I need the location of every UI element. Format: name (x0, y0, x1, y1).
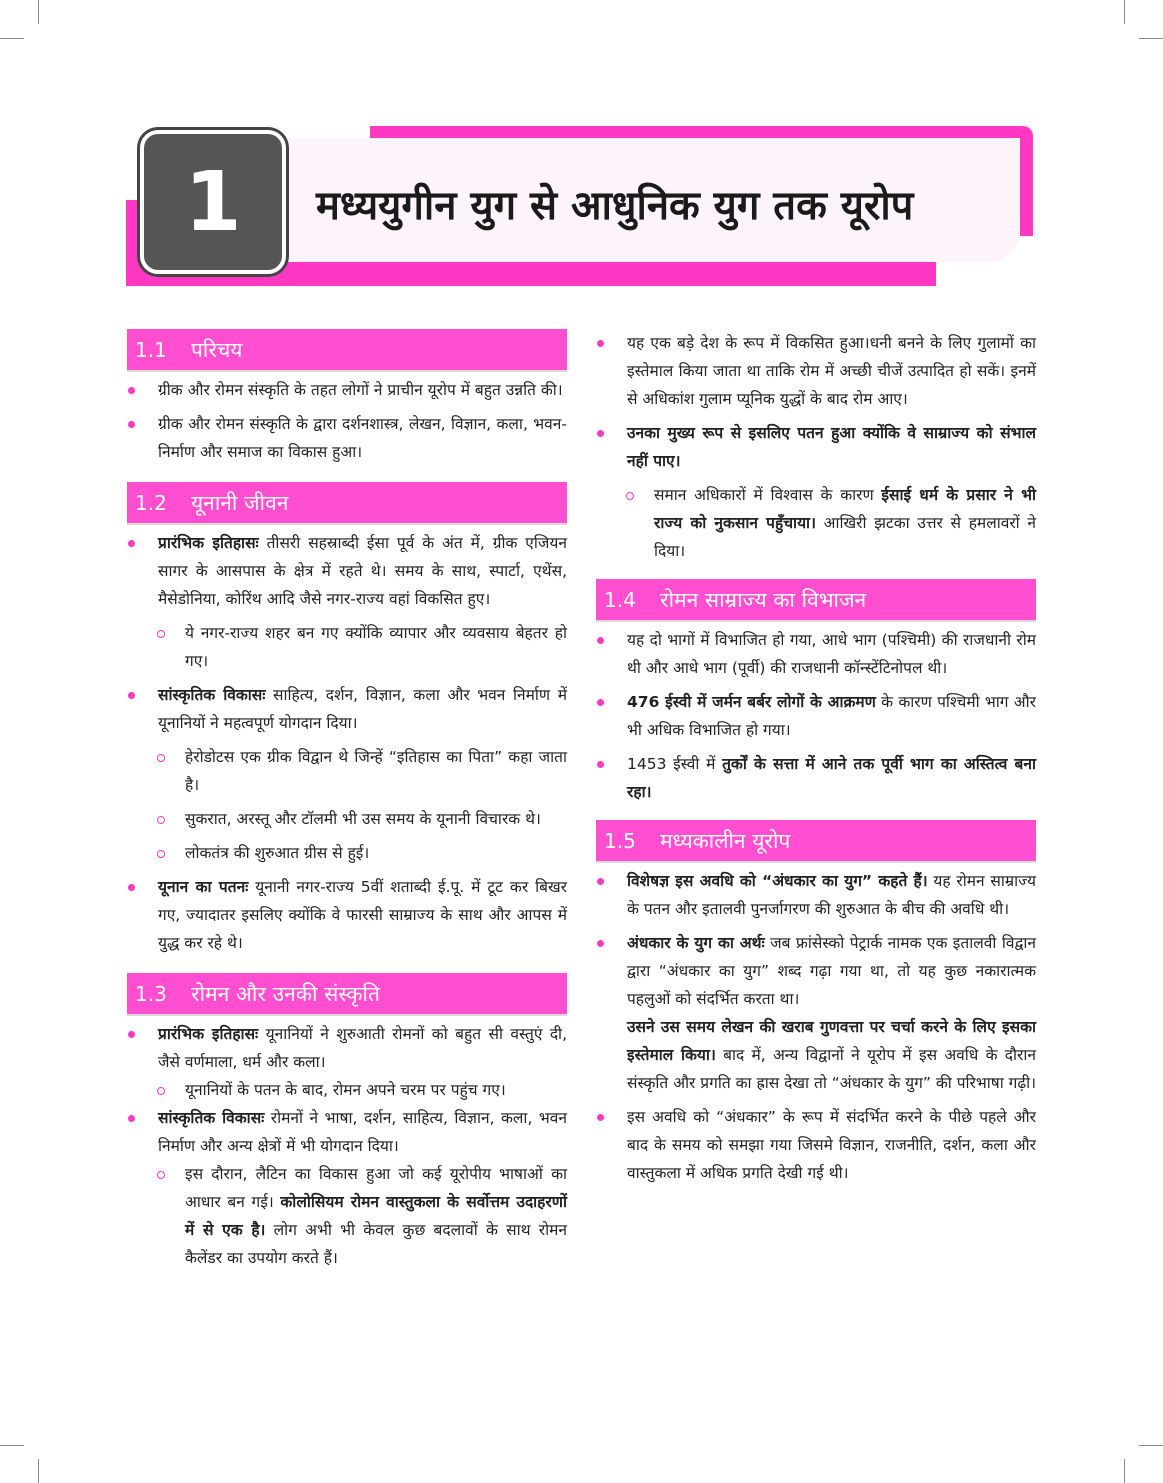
section-number: 1.3 (135, 981, 167, 1006)
crop-mark (0, 1445, 24, 1446)
bullet-lead: विशेषज्ञ इस अवधि को “अंधकार का युग” कहते हैं। (627, 872, 928, 890)
crop-mark (1124, 0, 1125, 24)
bullet-emphasis: कोलोसियम रोमन वास्तुकला के सर्वोत्तम उदाहरणों में से एक है। (185, 1193, 567, 1239)
bullet-text: इस दौरान, लैटिन का विकास हुआ जो कई यूरोपीय भाषाओं का आधार बन गई। (185, 1165, 567, 1211)
crop-mark (38, 1459, 39, 1483)
bullet-item: उनका मुख्य रूप से इसलिए पतन हुआ क्योंकि वे साम्राज्य को संभाल नहीं पाए। (596, 419, 1036, 475)
section-title: रोमन साम्राज्य का विभाजन (660, 587, 867, 612)
bullet-lead: अंधकार के युग का अर्थः (627, 934, 765, 952)
bullet-item: इस अवधि को “अंधकार” के रूप में संदर्भित करने के पीछे पहले और बाद के समय को समझा गया जिसमे विज्ञान, राजनीति, दर्शन, कला और वास्तुकला में अधिक प्रगति देखी गई थी। (596, 1103, 1036, 1187)
sub-bullet-item: लोकतंत्र की शुरुआत ग्रीस से हुई। (127, 839, 567, 867)
bullet-item (127, 1020, 567, 1076)
bullet-text: जब फ्रांसेस्को पेट्रार्क नामक एक इतालवी विद्वान द्वारा “अंधकार का युग” शब्द गढ़ा गया था, तो यह कुछ नकारात्मक पहलुओं को संदर्भित करता था। (627, 934, 1037, 1008)
crop-mark (1139, 38, 1163, 39)
bullet-item (596, 688, 1036, 744)
chapter-title: मध्ययुगीन युग से आधुनिक युग तक यूरोप (316, 183, 914, 229)
bullet-text: तीसरी सहस्राब्दी ईसा पूर्व के अंत में, ग्रीक एजियन सागर के आसपास के क्षेत्र में रहते थे। समय के साथ, स्पार्टा, एथेंस, मैसेडोनिया, कोरिंथ आदि जैसे नगर-राज्य वहां विकसित हुए। (158, 534, 567, 608)
bullet-item (596, 750, 1036, 806)
bullet-lead: यूनान का पतनः (158, 878, 249, 896)
section-title: परिचय (191, 337, 243, 362)
bullet-emphasis: तुर्कों के सत्ता में आने तक पूर्वी भाग का अस्तित्व बना रहा। (627, 755, 1036, 801)
bullet-text: यूनानी नगर-राज्य 5वीं शताब्दी ई.पू. में टूट कर बिखर गए, ज्यादातर इसलिए क्योंकि वे फारसी साम्राज्य के साथ और आपस में युद्ध कर रहे थे। (158, 878, 567, 952)
left-column (127, 329, 567, 1272)
bullet-lead: प्रारंभिक इतिहासः (158, 1025, 259, 1043)
section-heading (127, 482, 567, 523)
sub-bullet-item: सुकरात, अरस्तू और टॉलमी भी उस समय के यूनानी विचारक थे। (127, 805, 567, 833)
bullet-text: साहित्य, दर्शन, विज्ञान, कला और भवन निर्माण में यूनानियों ने महत्वपूर्ण योगदान दिया। (158, 686, 567, 732)
bullet-item (127, 681, 567, 737)
bullet-item (127, 873, 567, 957)
section-title: यूनानी जीवन (191, 490, 289, 515)
bullet-emphasis: ईसाई धर्म के प्रसार ने भी राज्य को नुकसान पहुँचाया। (654, 486, 1036, 532)
bullet-item (596, 867, 1036, 923)
bullet-lead: सांस्कृतिक विकासः (158, 1109, 265, 1127)
bullet-text: समान अधिकारों में विश्वास के कारण (654, 486, 882, 504)
sub-bullet-item: यूनानियों के पतन के बाद, रोमन अपने चरम पर पहुंच गए। (127, 1076, 567, 1104)
chapter-number: 1 (140, 130, 286, 274)
bullet-text: के कारण पश्चिमी भाग और भी अधिक विभाजित हो गया। (627, 693, 1036, 739)
section-title: मध्यकालीन यूरोप (660, 828, 791, 853)
section-title: रोमन और उनकी संस्कृति (191, 981, 380, 1006)
bullet-item: यह एक बड़े देश के रूप में विकसित हुआ।धनी बनने के लिए गुलामों का इस्तेमाल किया जाता था ताकि रोम में अच्छी चीजें उत्पादित हो सकें। इनमें से अधिकांश गुलाम प्यूनिक युद्धों के बाद रोम आए। (596, 329, 1036, 413)
bullet-continuation (596, 1013, 1036, 1097)
bullet-item: यह दो भागों में विभाजित हो गया, आधे भाग (पश्चिमी) की राजधानी रोम थी और आधे भाग (पूर्वी) की राजधानी कॉन्स्टेंटिनोपल थी। (596, 626, 1036, 682)
section-number: 1.5 (604, 828, 636, 853)
crop-mark (1124, 1459, 1125, 1483)
section-heading (127, 329, 567, 370)
bullet-text: यह रोमन साम्राज्य के पतन और इतालवी पुनर्जागरण की शुरुआत के बीच की अवधि थी। (627, 872, 1037, 918)
right-column (596, 329, 1036, 1187)
crop-mark (1139, 1445, 1163, 1446)
bullet-item: ग्रीक और रोमन संस्कृति के द्वारा दर्शनशास्त्र, लेखन, विज्ञान, कला, भवन-निर्माण और समाज का विकास हुआ। (127, 410, 567, 466)
section-heading (596, 820, 1036, 861)
crop-mark (38, 0, 39, 24)
chapter-header-band (370, 126, 1033, 138)
bullet-item (127, 529, 567, 613)
bullet-lead: सांस्कृतिक विकासः (158, 686, 266, 704)
sub-bullet-item (596, 481, 1036, 565)
bullet-text: आखिरी झटका उत्तर से हमलावरों ने दिया। (654, 514, 1036, 560)
chapter-header-band (1020, 126, 1033, 236)
bullet-text: रोमनों ने भाषा, दर्शन, साहित्य, विज्ञान, कला, भवन निर्माण और अन्य क्षेत्रों में भी योगदान दिया। (158, 1109, 567, 1155)
section-heading (127, 973, 567, 1014)
sub-bullet-item: हेरोडोटस एक ग्रीक विद्वान थे जिन्हें “इतिहास का पिता” कहा जाता है। (127, 743, 567, 799)
bullet-item (596, 929, 1036, 1013)
section-number: 1.4 (604, 587, 636, 612)
section-number: 1.2 (135, 490, 167, 515)
bullet-emphasis: उसने उस समय लेखन की खराब गुणवत्ता पर चर्चा करने के लिए इसका इस्तेमाल किया। (627, 1018, 1036, 1064)
bullet-item (127, 1104, 567, 1160)
sub-bullet-item (127, 1160, 567, 1272)
section-number: 1.1 (135, 337, 167, 362)
bullet-text: बाद में, अन्य विद्वानों ने यूरोप में इस अवधि के दौरान संस्कृति और प्रगति का ह्रास देखा तो “अंधकार के युग” की परिभाषा गढ़ी। (627, 1046, 1037, 1092)
bullet-lead: प्रारंभिक इतिहासः (158, 534, 259, 552)
sub-bullet-item: ये नगर-राज्य शहर बन गए क्योंकि व्यापार और व्यवसाय बेहतर हो गए। (127, 619, 567, 675)
section-heading (596, 579, 1036, 620)
bullet-text: लोग अभी भी केवल कुछ बदलावों के साथ रोमन कैलेंडर का उपयोग करते हैं। (185, 1221, 567, 1267)
bullet-lead: 476 ईस्वी में जर्मन बर्बर लोगों के आक्रमण (627, 693, 876, 711)
bullet-item: ग्रीक और रोमन संस्कृति के तहत लोगों ने प्राचीन यूरोप में बहुत उन्नति की। (127, 376, 567, 404)
bullet-text: 1453 ईस्वी में (627, 755, 723, 773)
crop-mark (0, 38, 24, 39)
bullet-text: यूनानियों ने शुरुआती रोमनों को बहुत सी वस्तुएं दी, जैसे वर्णमाला, धर्म और कला। (158, 1025, 568, 1071)
